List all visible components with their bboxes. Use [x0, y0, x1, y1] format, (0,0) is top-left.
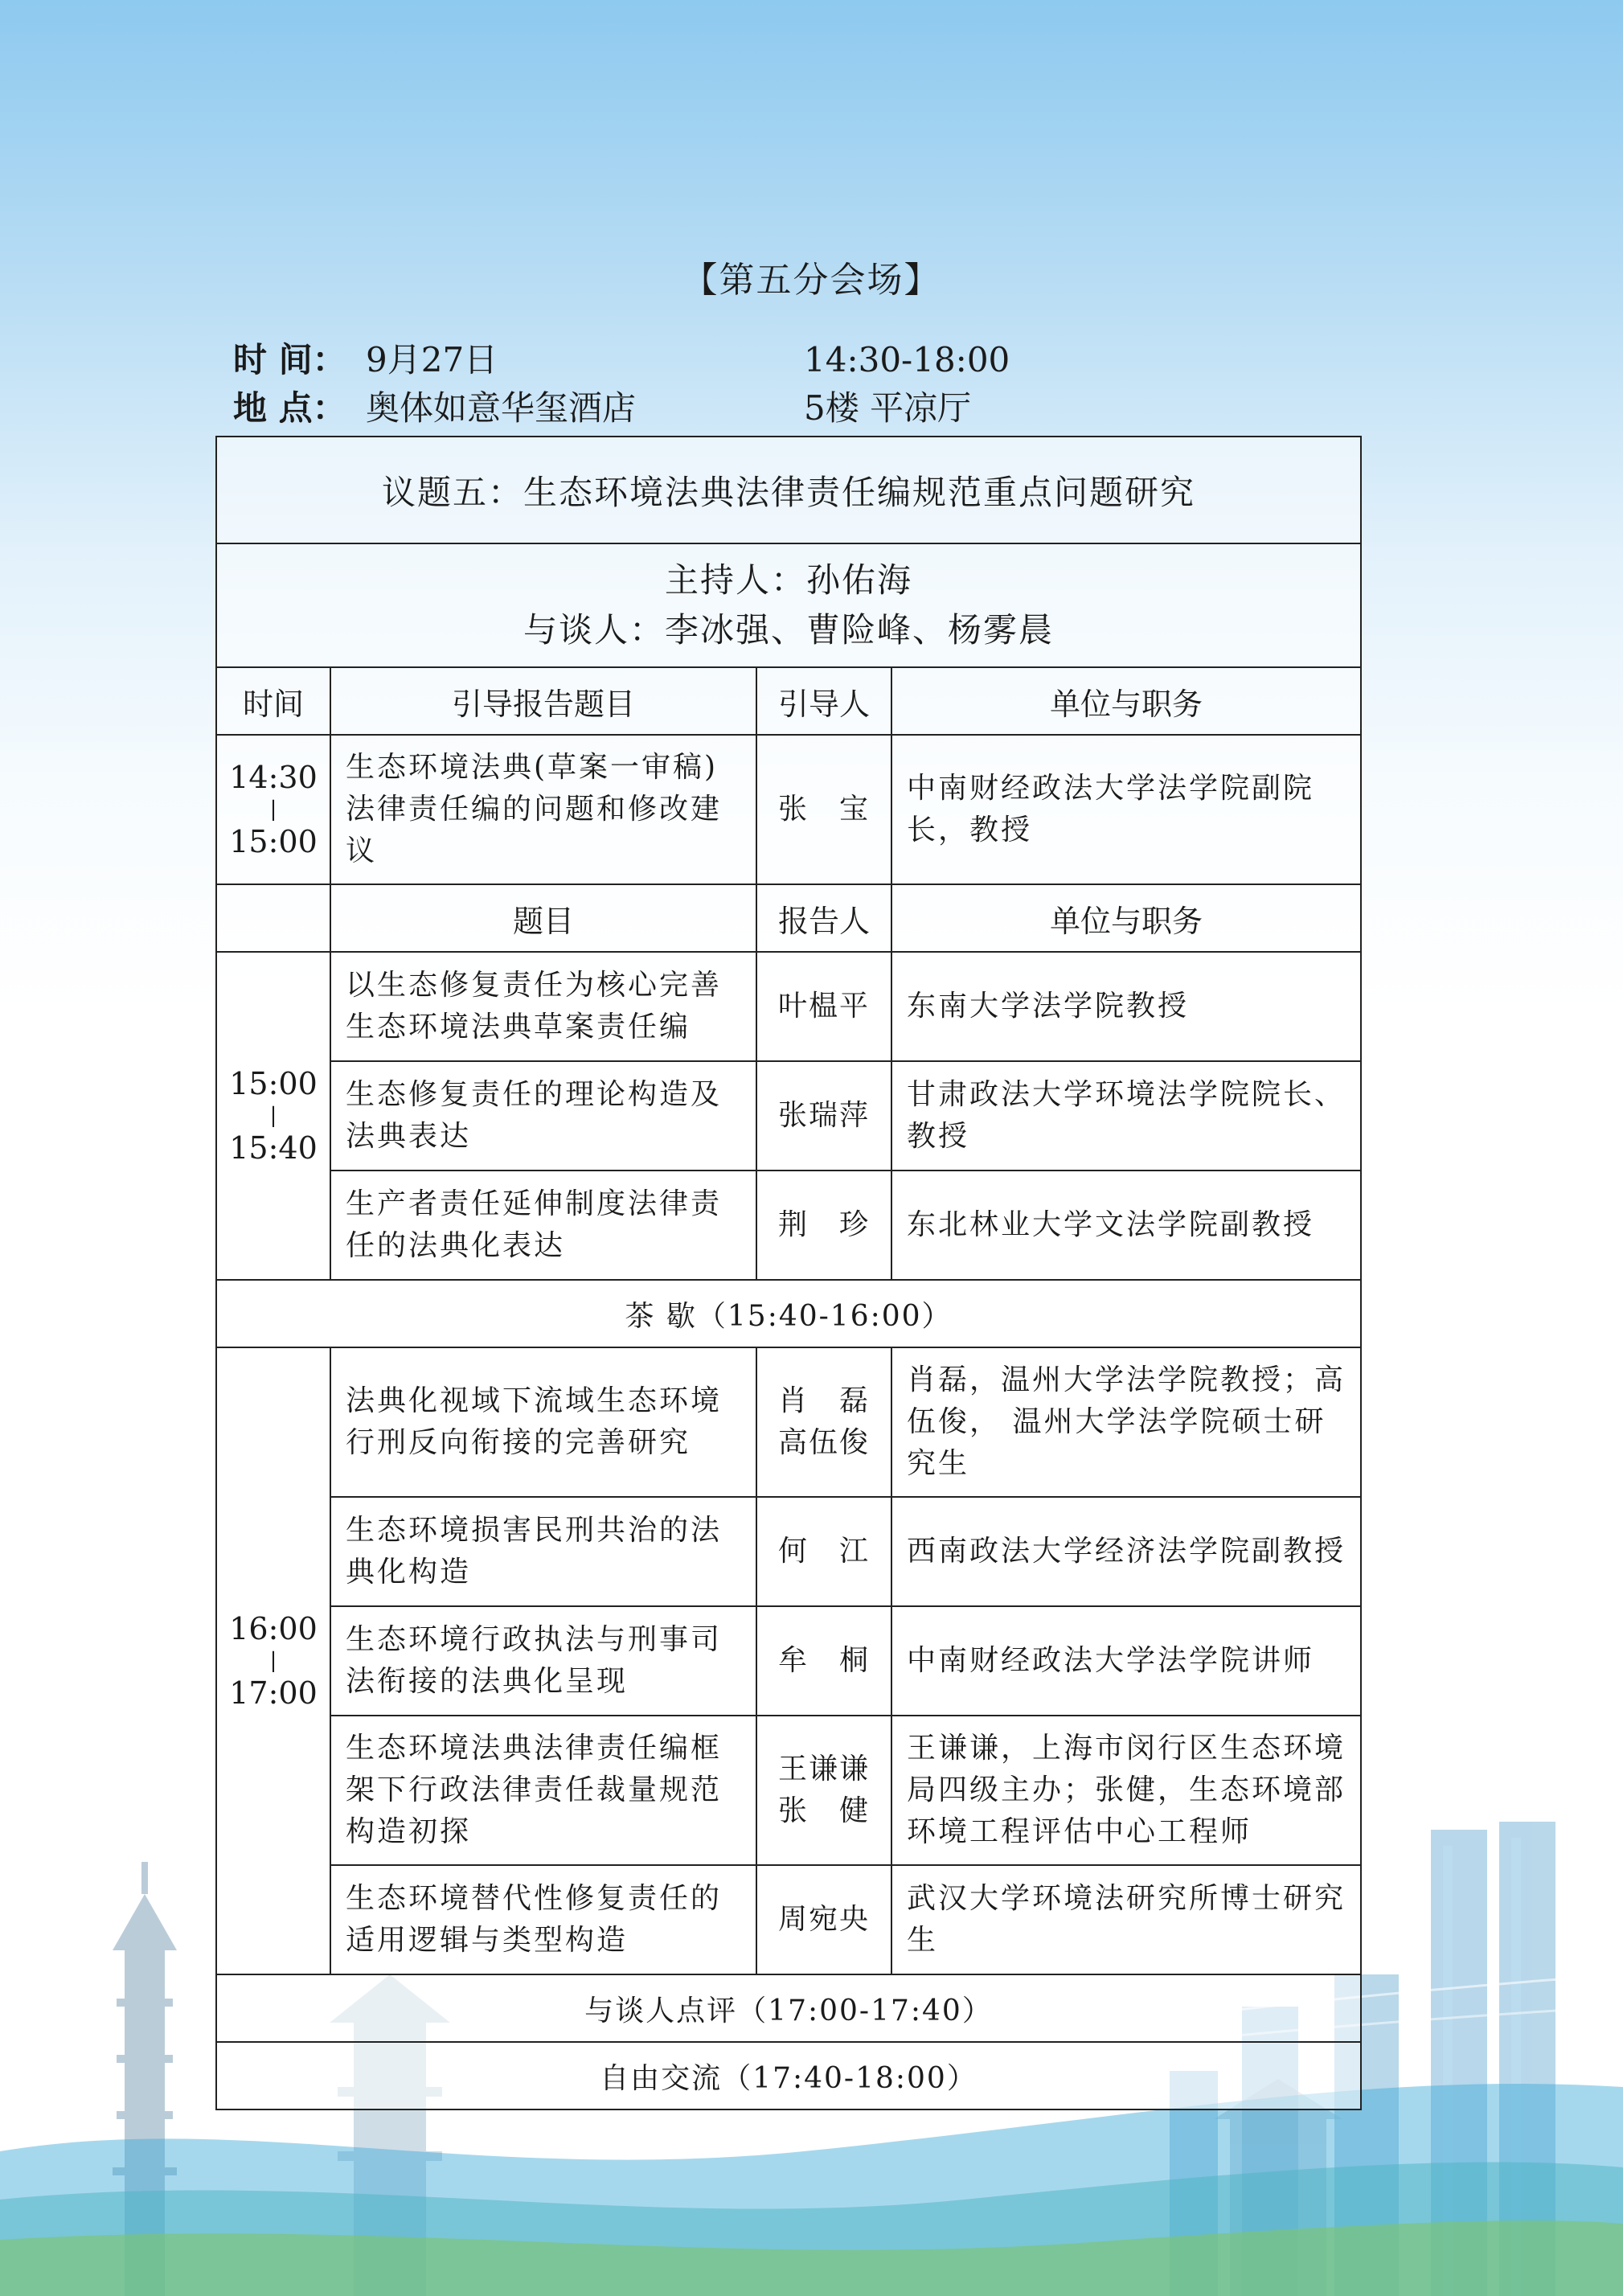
- time-label: 时 间：: [233, 340, 346, 379]
- header-unit: 单位与职务: [891, 667, 1361, 735]
- time-range-value: 14:30-18:00: [804, 340, 1010, 379]
- speaker-name: 张瑞萍: [756, 1061, 891, 1171]
- header-lead-title: 引导报告题目: [330, 667, 756, 735]
- hall-value: 5楼 平凉厅: [804, 388, 972, 428]
- topic-title: 议题五：生态环境法典法律责任编规范重点问题研究: [216, 437, 1361, 543]
- table-row: [216, 1865, 1361, 1974]
- report-title: 法典化视域下流域生态环境行刑反向衔接的完善研究: [330, 1347, 756, 1497]
- speaker-unit: 西南政法大学经济法学院副教授: [891, 1497, 1361, 1606]
- place-info: [233, 384, 972, 433]
- date-value: 9月27日: [366, 340, 498, 379]
- speaker-name: 周宛央: [756, 1865, 891, 1974]
- speaker-unit: 中南财经政法大学法学院讲师: [891, 1606, 1361, 1716]
- time-sep: |: [269, 797, 277, 822]
- speaker-unit: 甘肃政法大学环境法学院院长、教授: [891, 1061, 1361, 1171]
- speaker-name: 叶榅平: [756, 952, 891, 1061]
- time-slot: [216, 952, 330, 1280]
- speaker-name: 荆 珍: [756, 1171, 891, 1280]
- time-slot: [216, 1347, 330, 1974]
- venue-value: 奥体如意华玺酒店: [366, 388, 637, 428]
- header-lead-speaker: 引导人: [756, 667, 891, 735]
- report-title: 生态环境替代性修复责任的适用逻辑与类型构造: [330, 1865, 756, 1974]
- time-slot: [216, 735, 330, 884]
- header-unit-2: 单位与职务: [891, 884, 1361, 952]
- speaker-name: 肖 磊 高伍俊: [756, 1347, 891, 1497]
- time-end: 15:00: [229, 824, 318, 859]
- speaker-unit: 东北林业大学文法学院副教授: [891, 1171, 1361, 1280]
- report-title: 生态环境法典法律责任编框架下行政法律责任裁量规范构造初探: [330, 1716, 756, 1865]
- agenda-table: [215, 436, 1362, 2110]
- session-title: 【第五分会场】: [682, 260, 941, 301]
- table-row: [216, 1606, 1361, 1716]
- report-title: 生态环境损害民刑共治的法典化构造: [330, 1497, 756, 1606]
- table-row: [216, 1347, 1361, 1497]
- time-sep: |: [269, 1649, 277, 1673]
- time-info: [233, 336, 1010, 384]
- place-label: 地 点：: [233, 388, 346, 428]
- speaker-name: 牟 桐: [756, 1606, 891, 1716]
- table-row: [216, 735, 1361, 884]
- host-line: 主持人：孙佑海: [665, 560, 913, 600]
- speaker-unit: 王谦谦，上海市闵行区生态环境局四级主办；张健，生态环境部环境工程评估中心工程师: [891, 1716, 1361, 1865]
- table-row: [216, 1716, 1361, 1865]
- time-start: 15:00: [229, 1066, 318, 1101]
- table-row: [216, 1497, 1361, 1606]
- table-row: [216, 1061, 1361, 1171]
- speaker-name: 张 宝: [756, 735, 891, 884]
- speaker-unit: 武汉大学环境法研究所博士研究生: [891, 1865, 1361, 1974]
- tea-break: 茶 歇（15:40-16:00）: [216, 1280, 1361, 1347]
- header-blank: [216, 884, 330, 952]
- header-title: 题目: [330, 884, 756, 952]
- time-end: 17:00: [229, 1675, 318, 1711]
- header-speaker: 报告人: [756, 884, 891, 952]
- report-title: 生产者责任延伸制度法律责任的法典化表达: [330, 1171, 756, 1280]
- report-title: 以生态修复责任为核心完善生态环境法典草案责任编: [330, 952, 756, 1061]
- header-time: 时间: [216, 667, 330, 735]
- report-title: 生态环境行政执法与刑事司法衔接的法典化呈现: [330, 1606, 756, 1716]
- report-title: 生态修复责任的理论构造及法典表达: [330, 1061, 756, 1171]
- host-cell: [216, 543, 1361, 667]
- time-sep: |: [269, 1104, 277, 1128]
- speaker-unit: 肖磊，温州大学法学院教授；高伍俊， 温州大学法学院硕士研究生: [891, 1347, 1361, 1497]
- speaker-name: 王谦谦 张 健: [756, 1716, 891, 1865]
- table-row: [216, 952, 1361, 1061]
- speaker-name: 何 江: [756, 1497, 891, 1606]
- time-end: 15:40: [229, 1130, 318, 1166]
- speaker-unit: 东南大学法学院教授: [891, 952, 1361, 1061]
- report-title: 生态环境法典(草案一审稿)法律责任编的问题和修改建议: [330, 735, 756, 884]
- time-start: 14:30: [229, 760, 318, 795]
- speaker-unit: 中南财经政法大学法学院副院长，教授: [891, 735, 1361, 884]
- free-discussion: 自由交流（17:40-18:00）: [216, 2042, 1361, 2109]
- time-start: 16:00: [229, 1611, 318, 1646]
- table-row: [216, 1171, 1361, 1280]
- panel-review: 与谈人点评（17:00-17:40）: [216, 1974, 1361, 2042]
- panel-line: 与谈人：李冰强、曹险峰、杨雾晨: [523, 610, 1055, 650]
